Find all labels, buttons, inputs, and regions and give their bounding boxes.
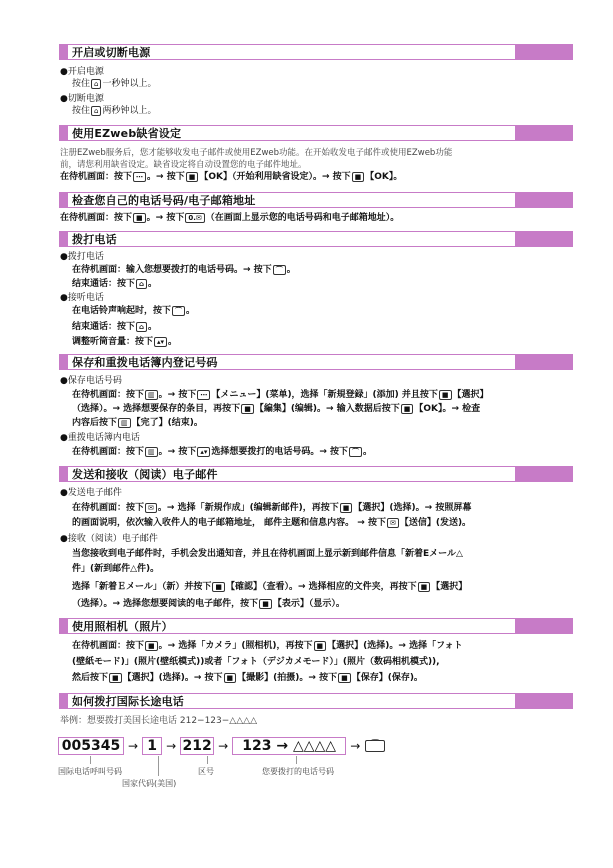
center-key-icon: ■ — [352, 172, 365, 182]
text-line: 的画面说明，依次输入收件人的电子邮箱地址， 邮件主题和信息内容。 → 按下 ✉ 【送信】(发送)。 — [72, 518, 472, 528]
text-line: 选择「新着Ｅメール」（新）并按下 ■ 【確認】（查看）。→ 选择相应的文件夹，再按下 ■ 【選択】 — [72, 582, 468, 592]
center-key-icon: ■ — [133, 213, 146, 223]
arrow-icon: → — [218, 739, 229, 753]
text-line: 然后按下 ■ 【選択】(选择)。→ 按下 ■ 【撮影】(拍摄)。→ 按下 ■ 【保存】(保存)。 — [72, 673, 423, 683]
text-line: （选择）。→ 选择想要保存的条目，再按下 ■ 【編集】(编辑)。→ 输入数据后按下 ■ 【OK】。→ 检查 — [72, 404, 481, 414]
center-key-icon: ■ — [259, 599, 272, 609]
text-line: 件」(新到邮件△件)。 — [72, 564, 160, 574]
section-header — [59, 231, 573, 247]
section-header — [59, 693, 573, 709]
center-key-icon: ■ — [241, 404, 254, 414]
section-phonebook — [59, 354, 573, 370]
text-line: 在待机画面：按下 ▥ 。→ 按下 ▴▾ 选择想要拨打的电话号码。→ 按下 ⌒ 。 — [72, 447, 373, 457]
phonebook-key-icon: ▥ — [118, 418, 131, 428]
call-key-icon: ⌒ — [273, 265, 286, 275]
address-key-icon: 0.✉ — [185, 213, 204, 223]
text-line: 按住 ⌂ 两秒钟以上。 — [72, 106, 157, 116]
section-ezweb — [59, 125, 573, 141]
text-line: 在待机画面：按下 ⋯ 。→ 按下 ■ 【OK】（开始利用缺省设定）。→ 按下 ■ 【OK】。 — [60, 172, 403, 182]
caption: 国家代码(美国) — [122, 779, 177, 788]
text-line: ●发送电子邮件 — [60, 488, 122, 498]
section-header — [59, 125, 573, 141]
section-title: 检查您自己的电话号码/电子邮箱地址 — [72, 194, 256, 207]
section-check-number — [59, 192, 573, 208]
text-line: 在待机画面：按下 ▥ 。→ 按下 ⋯ 【メニュー】(菜单)，选择「新規登録」(添加) 并且按下 ■ 【選択】 — [72, 390, 489, 400]
volume-key-icon: ▴▾ — [154, 337, 167, 347]
direction-key-icon: ▴▾ — [197, 447, 210, 457]
text-line: 注册EZweb服务后，您才能够收发电子邮件或使用EZweb功能。在开始收发电子邮件或使用EZweb功能 — [60, 148, 453, 158]
center-key-icon: ■ — [401, 404, 414, 414]
phonebook-key-icon: ▥ — [145, 390, 158, 400]
mail-key-icon: ✉ — [145, 503, 157, 513]
text-line: 结束通话：按下 ⌂ 。 — [72, 322, 158, 332]
leader-line — [296, 756, 297, 764]
text-line: ●拨打电话 — [60, 252, 104, 262]
section-header — [59, 192, 573, 208]
section-title: 发送和接收（阅读）电子邮件 — [72, 468, 218, 481]
caption: 区号 — [198, 767, 214, 776]
text-line: 前，请您利用缺省设定。缺省设定将自动设置您的电子邮件地址。 — [60, 160, 307, 170]
section-title: 开启或切断电源 — [72, 46, 151, 59]
arrow-icon: → — [166, 739, 177, 753]
section-title: 使用照相机（照片） — [72, 620, 173, 633]
end-key-icon: ⌂ — [136, 279, 147, 289]
caption: 您要拨打的电话号码 — [262, 767, 334, 776]
text-line: ●接听电话 — [60, 293, 104, 303]
text-line: 按住 ⌂ 一秒钟以上。 — [72, 79, 157, 89]
center-key-icon: ■ — [212, 582, 225, 592]
section-header — [59, 466, 573, 482]
phone-number-box: 123 → △△△△ — [232, 737, 346, 755]
ezweb-key-icon: ⋯ — [133, 172, 146, 182]
leader-line — [207, 756, 208, 764]
center-key-icon: ■ — [418, 582, 431, 592]
text-line: ●重拨电话簿内电话 — [60, 433, 140, 443]
arrow-icon: → — [128, 739, 139, 753]
center-key-icon: ■ — [439, 390, 452, 400]
text-line: 在电话铃声响起时，按下 ⌒ 。 — [72, 306, 196, 316]
text-line: ●接收（阅读）电子邮件 — [60, 534, 158, 544]
text-line: (壁紙モード)」(照片(壁纸模式))或者「フォト（デジカメモード）」(照片（数码相机模式)), — [72, 657, 440, 667]
center-key-icon: ■ — [224, 673, 237, 683]
section-header — [59, 618, 573, 634]
text-line: 调整听筒音量：按下 ▴▾ 。 — [72, 337, 178, 347]
arrow-icon: → — [350, 739, 361, 753]
call-key-icon: ⌒ — [172, 306, 185, 316]
section-title: 拨打电话 — [72, 233, 117, 246]
text-line: （选择）。→ 选择您想要阅读的电子邮件，按下 ■ 【表示】（显示）。 — [72, 599, 345, 609]
text-line: 在待机画面：按下 ■ 。→ 选择「カメラ」(照相机)，再按下 ■ 【選択】(选择)。→ 选择「フォト — [72, 641, 463, 651]
caption: 国际电话呼叫号码 — [58, 767, 122, 776]
end-key-icon: ⌂ — [136, 322, 147, 332]
area-code-box: 212 — [180, 737, 214, 755]
text-line: ●保存电话号码 — [60, 376, 122, 386]
text-line: 在待机画面：按下 ■ 。→ 按下 0.✉ （在画面上显示您的电话号码和电子邮箱地址）。 — [60, 213, 400, 223]
call-key-icon: ⌒ — [349, 447, 362, 457]
section-title: 如何拨打国际长途电话 — [72, 695, 184, 708]
leader-line — [90, 756, 91, 764]
center-key-icon: ■ — [109, 673, 122, 683]
section-title: 保存和重拨电话簿内登记号码 — [72, 356, 218, 369]
section-header — [59, 354, 573, 370]
example-line: 举例：想要拨打美国长途电话 212−123−△△△△ — [60, 716, 257, 726]
end-key-icon: ⌂ — [91, 106, 101, 116]
text-line: 在待机画面：输入您想要拨打的电话号码。→ 按下 ⌒ 。 — [72, 265, 296, 275]
center-key-icon: ■ — [145, 641, 158, 651]
leader-line — [158, 756, 159, 776]
text-line: 内容后按下 ▥ 【完了】(结束)。 — [72, 418, 203, 428]
text-line: 结束通话：按下 ⌂ 。 — [72, 279, 158, 289]
text-line: 当您接收到电子邮件时，手机会发出通知音，并且在待机画面上显示新到邮件信息「新着Eメール△ — [72, 549, 463, 559]
center-key-icon: ■ — [186, 172, 199, 182]
text-line: ●切断电源 — [60, 94, 104, 104]
section-calls — [59, 231, 573, 247]
phonebook-key-icon: ▥ — [145, 447, 158, 457]
center-key-icon: ■ — [314, 641, 327, 651]
mail-key-icon: ✉ — [387, 518, 399, 528]
section-header — [59, 44, 573, 60]
menu-key-icon: ⋯ — [197, 390, 210, 400]
text-line: ●开启电源 — [60, 67, 104, 77]
text-line: 在待机画面：按下 ✉ 。→ 选择「新規作成」(编辑新邮件)，再按下 ■ 【選択】(选择)。→ 按照屏幕 — [72, 503, 472, 513]
end-key-icon: ⌂ — [91, 79, 101, 89]
intl-code-box: 005345 — [58, 737, 124, 755]
call-key-icon: ⌒ — [365, 740, 385, 752]
section-power — [59, 44, 573, 60]
center-key-icon: ■ — [340, 503, 353, 513]
section-camera — [59, 618, 573, 634]
section-international — [59, 693, 573, 709]
dial-flow — [58, 736, 386, 756]
center-key-icon: ■ — [338, 673, 351, 683]
section-title: 使用EZweb缺省设定 — [72, 127, 182, 140]
section-email — [59, 466, 573, 482]
country-code-box: 1 — [142, 737, 162, 755]
